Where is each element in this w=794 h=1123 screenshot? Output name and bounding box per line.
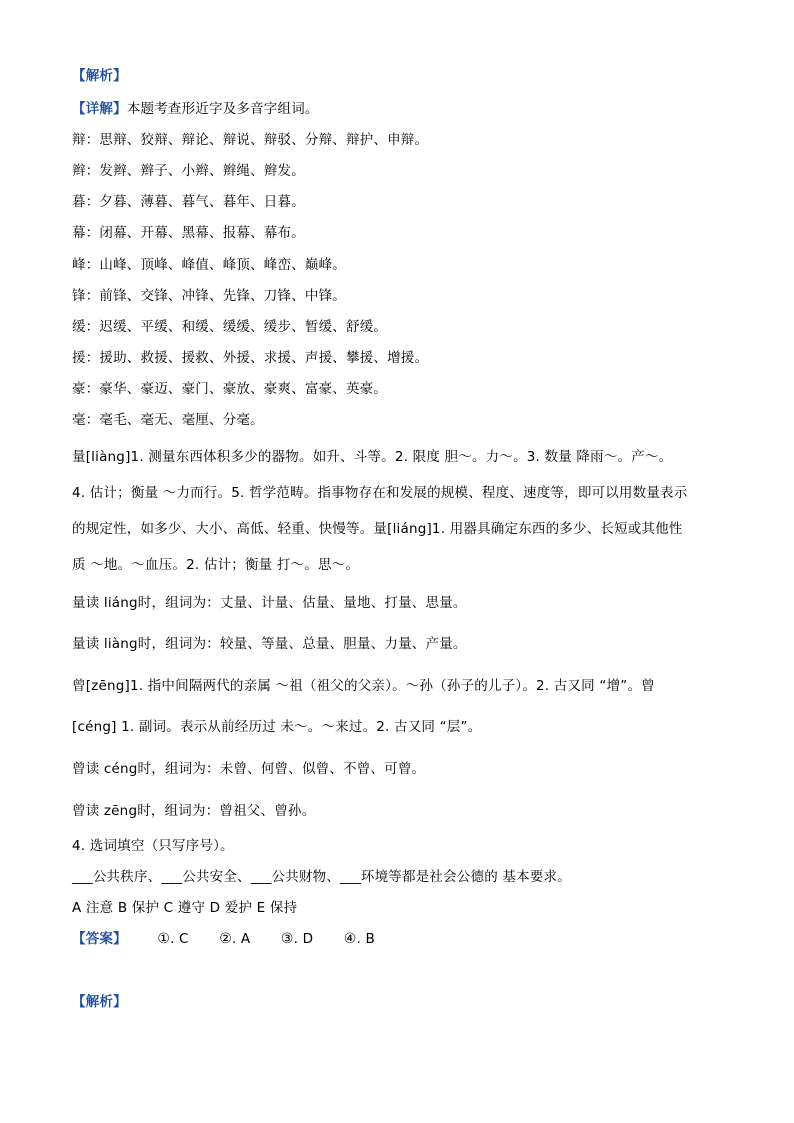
answer-item: ①. C [157, 931, 189, 947]
answer-item: ②. A [219, 931, 251, 947]
zeng-words-line: 曾读 zēng时，组词为：曾祖父、曾孙。 [72, 803, 316, 819]
liang-definition-line: 量[liàng]1. 测量东西体积多少的器物。如升、斗等。2. 限度 胆～。力～。3. 数量 降雨～。产～。 [72, 449, 673, 465]
answer-row [72, 930, 375, 948]
analysis-heading: 【解析】 [72, 68, 127, 84]
word-line: 辩：思辩、狡辩、辩论、辩说、辩驳、分辩、辩护、申辩。 [72, 132, 429, 148]
ceng-words-line: 曾读 céng时，组词为：未曾、何曾、似曾、不曾、可曾。 [72, 761, 426, 777]
detail-line [72, 100, 319, 118]
word-line: 援：援助、救援、援救、外援、求援、声援、攀援、增援。 [72, 350, 429, 366]
word-line: 暮：夕暮、薄暮、暮气、暮年、日暮。 [72, 194, 305, 210]
word-line: 辫：发辫、辫子、小辫、辫绳、辫发。 [72, 163, 305, 179]
word-line: 毫：毫毛、毫无、毫厘、分毫。 [72, 412, 264, 428]
liang-words-line: 量读 liàng时，组词为：较量、等量、总量、胆量、力量、产量。 [72, 636, 467, 652]
word-line: 幕：闭幕、开幕、黑幕、报幕、幕布。 [72, 225, 305, 241]
answer-item: ④. B [343, 931, 375, 947]
detail-intro: 本题考查形近字及多音字组词。 [126, 101, 319, 117]
word-line: 锋：前锋、交锋、冲锋、先锋、刀锋、中锋。 [72, 288, 346, 304]
zeng-definition-line: 曾[zēng]1. 指中间隔两代的亲属 ～祖（祖父的父亲）。～孙（孙子的儿子）。2. 古又同 “增”。曾 [72, 678, 655, 694]
zeng-definition-line: [céng] 1. 副词。表示从前经历过 未～。～来过。2. 古又同 “层”。 [72, 719, 482, 735]
liang-definition-line: 质 ～地。～血压。2. 估计；衡量 打～。思～。 [72, 557, 360, 573]
question-body: ___公共秩序、___公共安全、___公共财物、___环境等都是社会公德的 基本要求。 [72, 869, 571, 885]
liang-definition-line: 4. 估计；衡量 ～力而行。5. 哲学范畴。指事物存在和发展的规模、程度、速度等，即可以用数量表示 [72, 485, 688, 501]
word-line: 豪：豪华、豪迈、豪门、豪放、豪爽、富豪、英豪。 [72, 381, 388, 397]
question-title: 4. 选词填空（只写序号）。 [72, 838, 234, 854]
analysis-heading: 【解析】 [72, 994, 127, 1010]
word-line: 缓：迟缓、平缓、和缓、缓缓、缓步、暂缓、舒缓。 [72, 319, 388, 335]
detail-label: 【详解】 [72, 101, 127, 117]
liang-definition-line: 的规定性，如多少、大小、高低、轻重、快慢等。量[liáng]1. 用器具确定东西的多少、长短或其他性 [72, 521, 683, 537]
question-options: A 注意 B 保护 C 遵守 D 爱护 E 保持 [72, 900, 298, 916]
word-line: 峰：山峰、顶峰、峰值、峰顶、峰峦、巅峰。 [72, 257, 346, 273]
liang-words-line: 量读 liáng时，组词为：丈量、计量、估量、量地、打量、思量。 [72, 595, 467, 611]
answer-label: 【答案】 [72, 931, 127, 947]
answer-item: ③. D [280, 931, 314, 947]
